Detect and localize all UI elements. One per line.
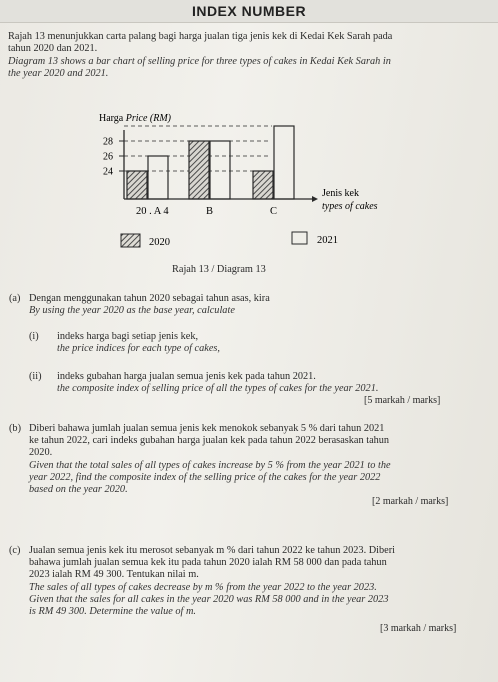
q-b-label: (b) — [9, 423, 22, 434]
q-c-malay-line-3: 2023 ialah RM 49 300. Tentukan nilai m. — [29, 569, 199, 580]
q-a-ii-english: the composite index of selling price of all the types of cakes for the year 2021. — [57, 383, 379, 394]
x-tick-label-A: 20 . A 4 — [136, 206, 169, 217]
bar-A-2021 — [148, 156, 168, 199]
legend-swatch-2021 — [292, 232, 307, 244]
section-header: INDEX NUMBER — [0, 0, 498, 23]
q-c-english-line-1: The sales of all types of cakes decrease by m % from the year 2022 to the year 2023. — [29, 582, 377, 593]
q-a-label: (a) — [9, 293, 21, 304]
bar-C-2020 — [253, 171, 273, 199]
bar-A-2020 — [127, 171, 147, 199]
bar-B-2020 — [189, 141, 209, 199]
y-axis-label — [99, 113, 172, 124]
q-a-malay: Dengan menggunakan tahun 2020 sebagai tahun asas, kira — [29, 293, 270, 304]
q-b-english-line-3: based on the year 2020. — [29, 484, 128, 495]
y-axis-label-unit: (RM) — [149, 113, 172, 124]
q-a-english: By using the year 2020 as the base year, calculate — [29, 305, 235, 316]
y-axis-label-malay: Harga — [99, 113, 124, 124]
bar-C-2021 — [274, 126, 294, 199]
y-tick-label-26: 26 — [103, 151, 113, 163]
legend-label-2021: 2021 — [317, 235, 338, 246]
q-a-ii-label: (ii) — [29, 371, 42, 382]
x-tick-label-C: C — [270, 206, 278, 217]
y-axis-label-english: Price — [125, 113, 148, 124]
q-c-marks: [3 markah / marks] — [380, 623, 457, 634]
q-b-malay-line-2: ke tahun 2022, cari indeks gubahan harga jualan kek pada tahun 2022 berasaskan tahun — [29, 435, 390, 446]
legend-swatch-2020 — [121, 234, 140, 247]
intro-english-line-2: the year 2020 and 2021. — [8, 68, 109, 79]
q-a-ii-malay: indeks gubahan harga jualan semua jenis kek pada tahun 2021. — [57, 371, 316, 382]
q-c-label: (c) — [9, 545, 21, 556]
q-b-marks: [2 markah / marks] — [372, 496, 449, 507]
q-c-english-line-3: is RM 49 300. Determine the value of m. — [29, 606, 197, 617]
legend-label-2020: 2020 — [149, 237, 170, 248]
diagram-caption: Rajah 13 / Diagram 13 — [172, 264, 266, 275]
x-tick-label-B: B — [206, 206, 214, 217]
q-a-i-label: (i) — [29, 331, 39, 342]
bar-B-2021 — [210, 141, 230, 199]
y-tick-label-28: 28 — [103, 136, 113, 148]
x-axis-label-english: types of cakes — [322, 201, 378, 212]
q-b-malay-line-3: 2020. — [29, 447, 53, 458]
q-a-i-english: the price indices for each type of cakes, — [57, 343, 220, 354]
x-axis-arrow-icon — [312, 196, 318, 202]
y-tick-label-24: 24 — [103, 166, 113, 178]
intro-malay-line-1: Rajah 13 menunjukkan carta palang bagi harga jualan tiga jenis kek di Kedai Kek Sarah pada — [8, 31, 393, 42]
intro-english-line-1: Diagram 13 shows a bar chart of selling price for three types of cakes in Kedai Kek Sarah in — [8, 56, 391, 67]
q-c-english-line-2: Given that the sales for all cakes in the year 2020 was RM 58 000 and in the year 2023 — [29, 594, 389, 605]
q-a-i-malay: indeks harga bagi setiap jenis kek, — [57, 331, 199, 342]
q-b-english-line-2: year 2022, find the composite index of the selling price of the cakes for the year 2022 — [29, 472, 381, 483]
q-c-malay-line-1: Jualan semua jenis kek itu merosot sebanyak m % dari tahun 2022 ke tahun 2023. Diberi — [29, 545, 396, 556]
q-b-malay-line-1: Diberi bahawa jumlah jualan semua jenis kek menokok sebanyak 5 % dari tahun 2021 — [29, 423, 385, 434]
q-b-english-line-1: Given that the total sales of all types of cakes increase by 5 % from the year 2021 to the — [29, 460, 391, 471]
x-axis-label-malay: Jenis kek — [322, 188, 359, 199]
intro-malay-line-2: tahun 2020 dan 2021. — [8, 43, 98, 54]
q-c-malay-line-2: bahawa jumlah jualan semua kek itu pada tahun 2020 ialah RM 58 000 dan pada tahun — [29, 557, 387, 568]
q-a-marks: [5 markah / marks] — [364, 395, 441, 406]
